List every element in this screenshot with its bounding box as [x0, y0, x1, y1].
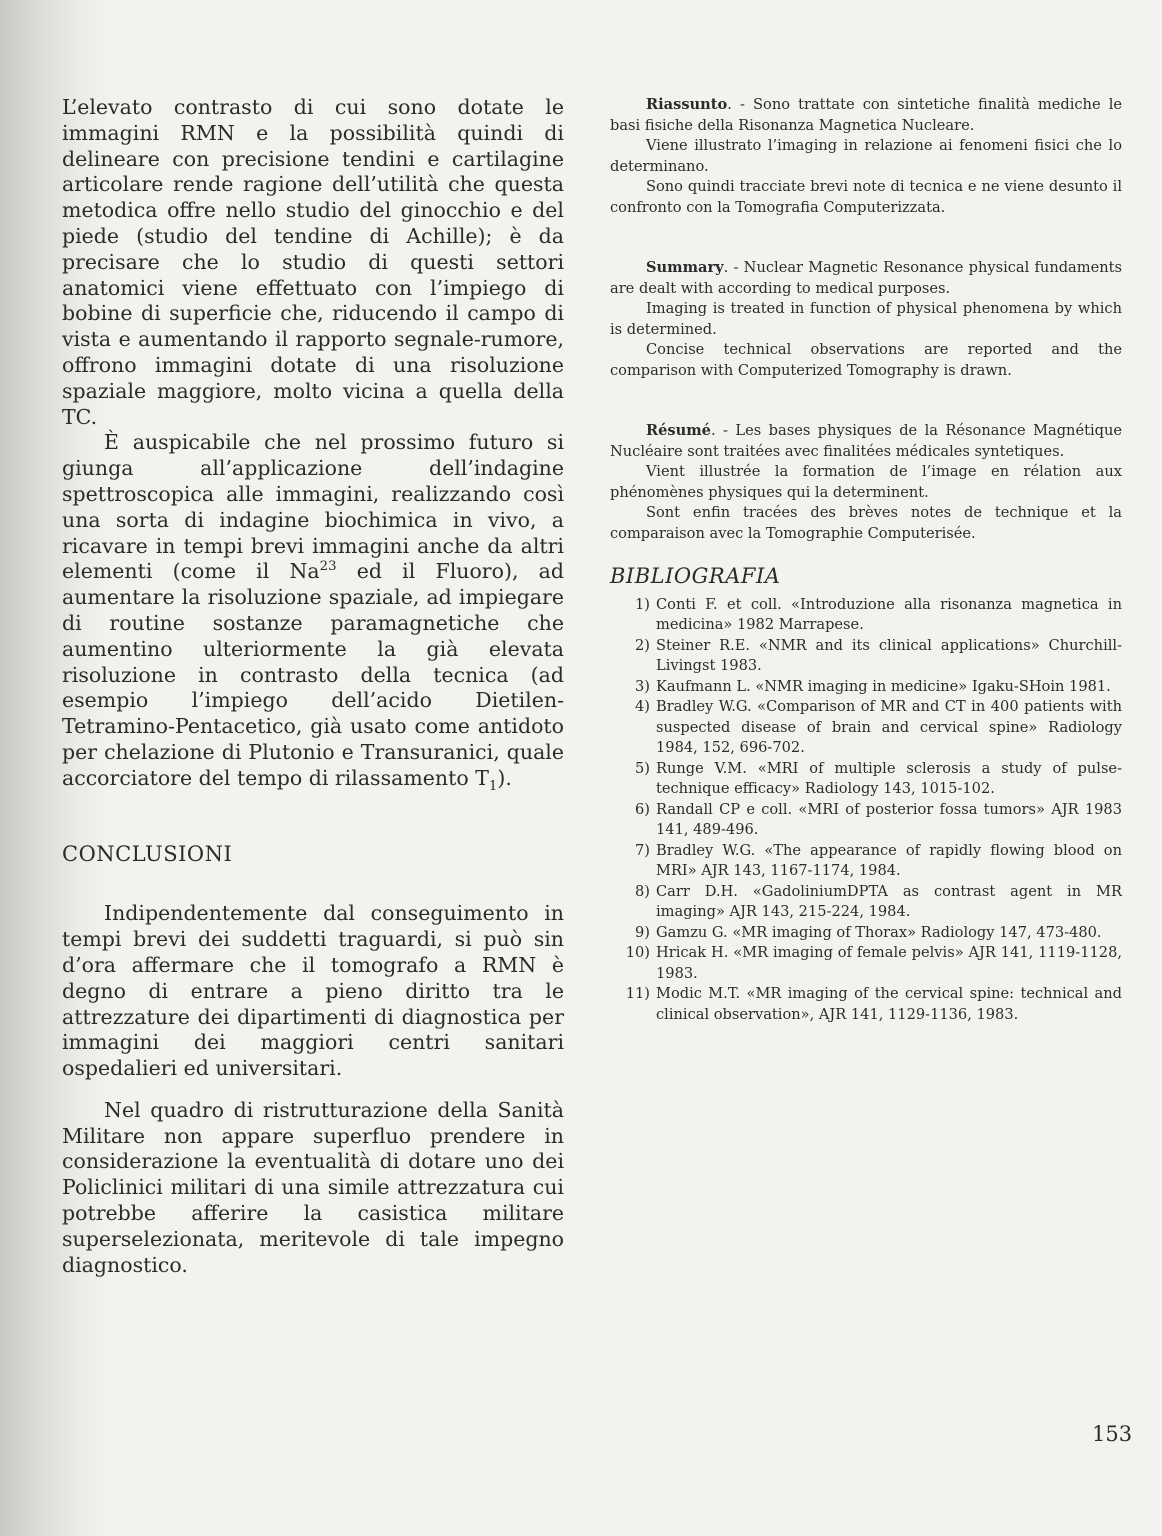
abstract-line: Sont enfin tracées des brèves notes de technique et la comparaison avec la Tomographie Computerisée. — [610, 504, 1122, 542]
bibliography-item — [610, 697, 1122, 759]
abstract-line: Vient illustrée la formation de l’image en rélation aux phénomènes physiques qui la determinent. — [610, 463, 1122, 501]
bibliography-item — [610, 943, 1122, 984]
abstract-line: Imaging is treated in function of physical phenomena by which is determined. — [610, 300, 1122, 338]
reference-number: 11) — [625, 985, 650, 1002]
reference-text: Conti F. et coll. «Introduzione alla risonanza magnetica in medicina» 1982 Marrapese. — [656, 595, 1122, 633]
left-column — [62, 95, 564, 1278]
bibliography-list — [610, 595, 1122, 1026]
body-paragraph-2-part-c: ). — [497, 765, 512, 790]
reference-number: 6) — [635, 800, 650, 818]
body-paragraph-3: Indipendentemente dal conseguimento in tempi brevi dei suddetti traguardi, si può sin d’ora affermare che il tomografo a RMN è degno di entrare a pieno diritto tra le attrezzature dei dipartimenti di diagnostica per immagini dei maggiori centri sanitari ospedalieri ed universitari. — [62, 901, 564, 1081]
reference-number: 5) — [635, 759, 650, 777]
reference-number: 10) — [625, 944, 650, 961]
bibliography-item — [610, 759, 1122, 800]
reference-number: 3) — [635, 677, 650, 695]
abstract-resume — [610, 421, 1122, 544]
reference-number: 9) — [635, 923, 650, 941]
reference-number: 2) — [635, 636, 650, 654]
reference-text: Bradley W.G. «The appearance of rapidly flowing blood on MRI» AJR 143, 1167-1174, 1984. — [656, 841, 1122, 879]
abstract-label: Résumé — [646, 422, 711, 439]
abstract-label: Summary — [646, 259, 724, 276]
abstract-line: Sono quindi tracciate brevi note di tecnica e ne viene desunto il confronto con la Tomografia Computerizzata. — [610, 178, 1122, 216]
right-column — [610, 95, 1122, 1025]
body-paragraph-1: L’elevato contrasto di cui sono dotate le immagini RMN e la possibilità quindi di delineare con precisione tendini e cartilagine articolare rende ragione dell’utilità che questa metodica offre nello studio del ginocchio e del piede (studio del tendine di Achille); è da precisare che lo studio di questi settori anatomici viene effettuato con l’impiego di bobine di superficie che, riducendo il campo di vista e aumentando il rapporto segnale-rumore, offrono immagini dotate di una risoluzione spaziale maggiore, molto vicina a quella della TC. — [62, 95, 564, 429]
reference-text: Gamzu G. «MR imaging of Thorax» Radiology 147, 473-480. — [656, 923, 1102, 941]
bibliography-item — [610, 984, 1122, 1025]
bibliography-item — [610, 636, 1122, 677]
reference-text: Steiner R.E. «NMR and its clinical applications» Churchill-Livingst 1983. — [656, 636, 1122, 674]
abstract-line: Concise technical observations are reported and the comparison with Computerized Tomography is drawn. — [610, 341, 1122, 379]
body-paragraph-4: Nel quadro di ristrutturazione della Sanità Militare non appare superfluo prendere in considerazione la eventualità di dotare uno dei Policlinici militari di una simile attrezzatura cui potrebbe afferire la casistica militare superselezionata, meritevole di tale impegno diagnostico. — [62, 1097, 564, 1277]
reference-text: Randall CP e coll. «MRI of posterior fossa tumors» AJR 1983 141, 489-496. — [656, 800, 1122, 838]
abstract-riassunto — [610, 95, 1122, 218]
abstract-line: . - Les bases physiques de la Résonance Magnétique Nucléaire sont traitées avec finalitées médicales syntetiques. — [610, 422, 1122, 460]
body-paragraph-2-part-b: ed il Fluoro), ad aumentare la risoluzione spaziale, ad impiegare di routine sostanze paramagnetiche che aumentino ulteriormente la già elevata risoluzione in contrasto della tecnica (ad esempio l’impiego dell’acido Dietilen-Tetramino-Pentacetico, già usato come antidoto per chelazione di Plutonio e Transuranici, quale accorciatore del tempo di rilassamento T — [62, 559, 564, 790]
reference-text: Hricak H. «MR imaging of female pelvis» AJR 141, 1119-1128, 1983. — [656, 944, 1122, 982]
abstract-summary — [610, 258, 1122, 381]
bibliography-item — [610, 841, 1122, 882]
abstract-label: Riassunto — [646, 96, 728, 113]
reference-number: 7) — [635, 841, 650, 859]
body-paragraph-2-part-a: È auspicabile che nel prossimo futuro si giunga all’applicazione dell’indagine spettroscopica alle immagini, realizzando così una sorta di indagine biochimica in vivo, a ricavare in tempi brevi immagini anche da altri elementi (come il Na — [62, 430, 564, 584]
reference-text: Modic M.T. «MR imaging of the cervical spine: technical and clinical observation», AJR 141, 1129-1136, 1983. — [656, 985, 1122, 1023]
bibliography-item — [610, 923, 1122, 944]
page-number: 153 — [1092, 1422, 1133, 1446]
bibliography-item — [610, 595, 1122, 636]
bibliography-item — [610, 882, 1122, 923]
abstract-line: . - Nuclear Magnetic Resonance physical fundaments are dealt with according to medical purposes. — [610, 259, 1122, 297]
reference-text: Runge V.M. «MRI of multiple sclerosis a study of pulse-technique efficacy» Radiology 143, 1015-102. — [656, 759, 1122, 797]
section-title-conclusioni: CONCLUSIONI — [62, 841, 233, 866]
reference-number: 1) — [635, 595, 650, 613]
body-paragraph-2 — [62, 430, 564, 794]
reference-text: Kaufmann L. «NMR imaging in medicine» Igaku-SHoin 1981. — [656, 677, 1111, 695]
bibliography-title: BIBLIOGRAFIA — [610, 564, 781, 588]
bibliography-item — [610, 800, 1122, 841]
reference-number: 4) — [635, 698, 650, 715]
abstract-line: . - Sono trattate con sintetiche finalità mediche le basi fisiche della Risonanza Magnetica Nucleare. — [610, 96, 1122, 134]
reference-number: 8) — [635, 882, 650, 900]
reference-text: Carr D.H. «GadoliniumDPTA as contrast agent in MR imaging» AJR 143, 215-224, 1984. — [656, 882, 1122, 920]
reference-text: Bradley W.G. «Comparison of MR and CT in 400 patients with suspected disease of brain and cervical spine» Radiology 1984, 152, 696-702. — [656, 698, 1122, 756]
bibliography-item — [610, 677, 1122, 698]
subscript-1: 1 — [488, 778, 498, 794]
abstract-line: Viene illustrato l’imaging in relazione ai fenomeni fisici che lo determinano. — [610, 137, 1122, 175]
superscript-23: 23 — [319, 559, 337, 575]
